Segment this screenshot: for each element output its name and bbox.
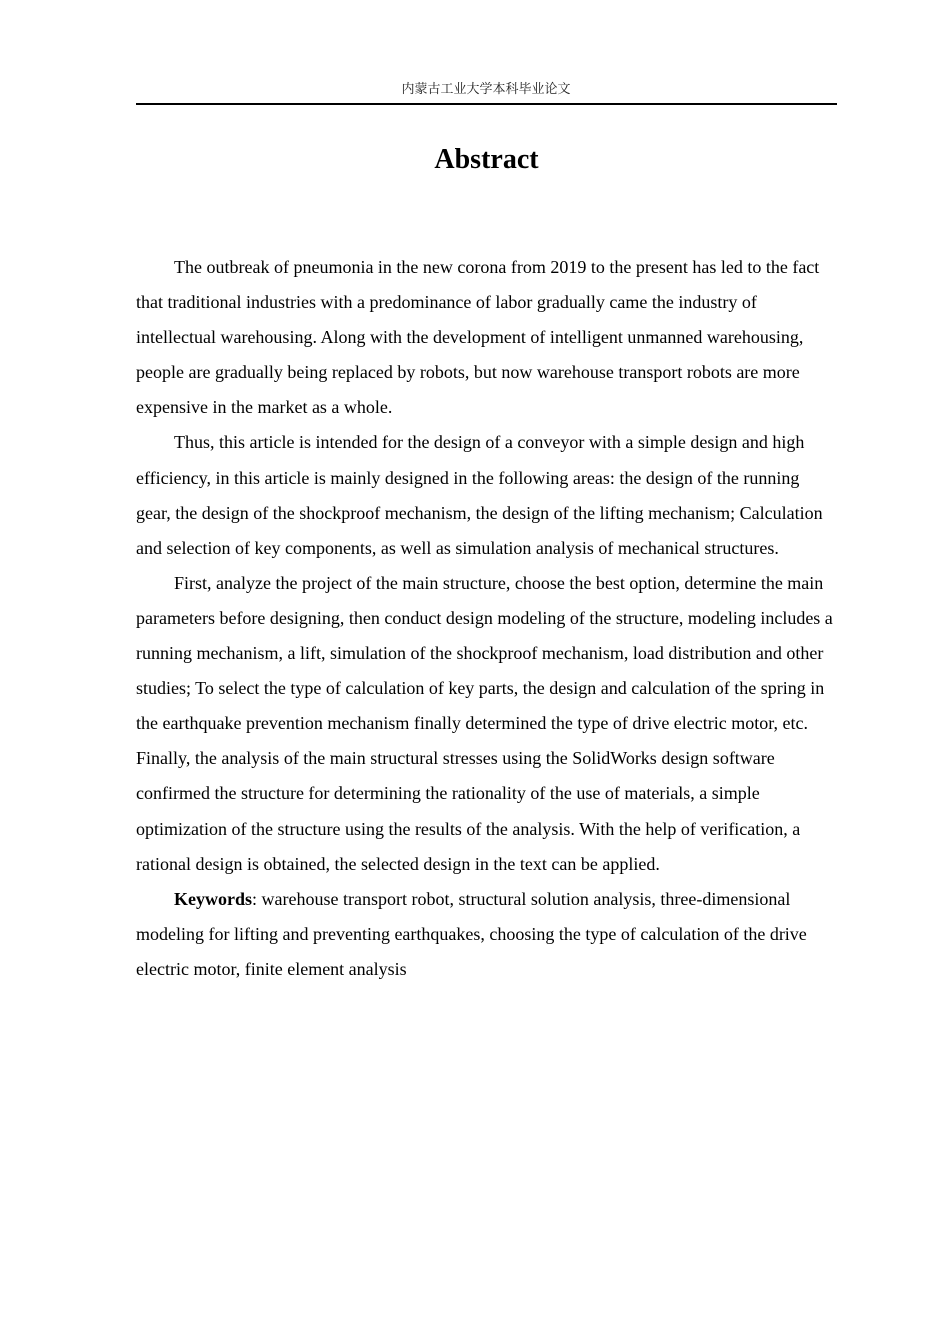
keywords-paragraph [136, 882, 837, 987]
keywords-label: Keywords [174, 888, 252, 909]
keywords-text: : warehouse transport robot, structural solution analysis, three-dimensional modeling for lifting and preventing earthquakes, choosing the type of calculation of the drive electric motor, finite element analysis [136, 888, 807, 979]
abstract-paragraph-2: Thus, this article is intended for the design of a conveyor with a simple design and high efficiency, in this article is mainly designed in the following areas: the design of the running gear, the design of the shockproof mechanism, the design of the lifting mechanism; Calculation and selection of key components, as well as simulation analysis of mechanical structures. [136, 432, 823, 558]
abstract-paragraph-1: The outbreak of pneumonia in the new corona from 2019 to the present has led to the fact that traditional industries with a predominance of labor gradually came the industry of intellectual warehousing. Along with the development of intelligent unmanned warehousing, people are gradually being replaced by robots, but now warehouse transport robots are more expensive in the market as a whole. [136, 257, 820, 418]
abstract-paragraph-3: First, analyze the project of the main structure, choose the best option, determine the main parameters before designing, then conduct design modeling of the structure, modeling includes a running mechanism, a lift, simulation of the shockproof mechanism, load distribution and other studies; To select the type of calculation of key parts, the design and calculation of the spring in the earthquake prevention mechanism finally determined the type of drive electric motor, etc. Finally, the analysis of the main structural stresses using the SolidWorks design software confirmed the structure for determining the rationality of the use of materials, a simple optimization of the structure using the results of the analysis. With the help of verification, a rational design is obtained, the selected design in the text can be applied. [136, 572, 833, 874]
abstract-title: Abstract [434, 144, 539, 175]
abstract-body [136, 250, 837, 987]
running-header: 内蒙古工业大学本科毕业论文 [401, 82, 571, 97]
header-rule [136, 103, 837, 105]
